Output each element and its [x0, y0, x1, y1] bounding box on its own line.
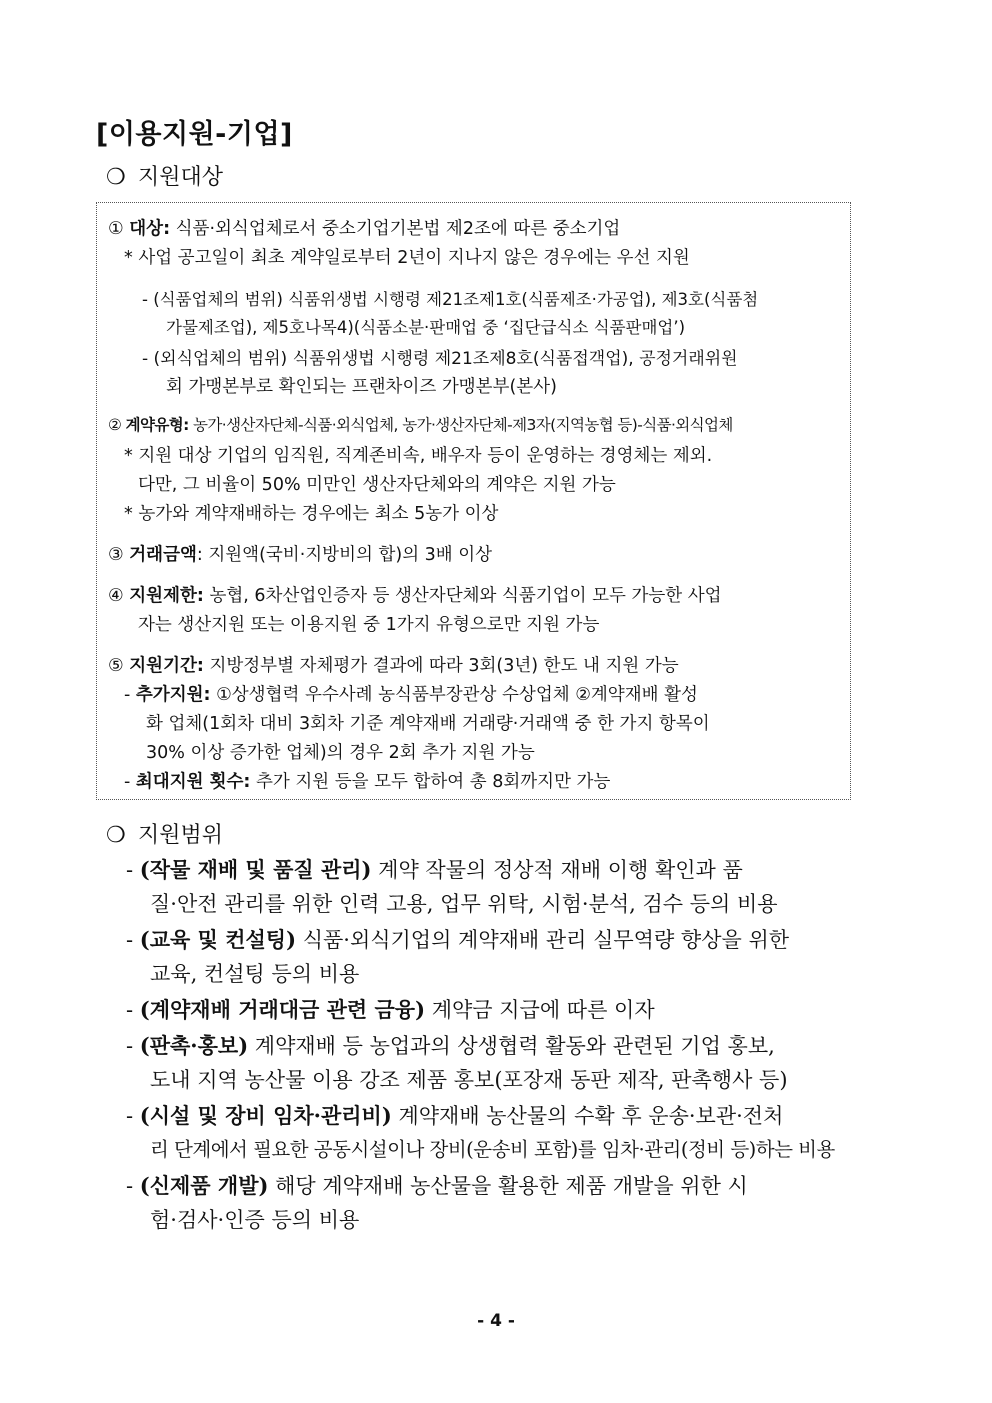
scope-item: - (계약재배 거래대금 관련 금융) 계약금 지급에 따른 이자: [126, 997, 655, 1022]
item-4: ④ 지원제한: 농협, 6차산업인증자 등 생산자단체와 식품기업이 모두 가능한 사업: [108, 586, 722, 606]
sub-item-max: - 최대지원 횟수: 추가 지원 등을 모두 합하여 총 8회까지만 가능: [124, 772, 611, 792]
item-4-cont: 자는 생산지원 또는 이용지원 중 1가지 유형으로만 지원 가능: [138, 615, 600, 635]
note-line: * 사업 공고일이 최초 계약일로부터 2년이 지나지 않은 경우에는 우선 지원: [124, 248, 690, 268]
circle-bullet-icon: ❍: [106, 823, 126, 848]
item-1: ① 대상: 식품·외식업체로서 중소기업기본법 제2조에 따른 중소기업: [108, 219, 621, 239]
sub-item-line: 화 업체(1회차 대비 3회차 기준 계약재배 거래량·거래액 중 한 가지 항목이: [146, 714, 710, 734]
scope-item-cont: 질·안전 관리를 위한 인력 고용, 업무 위탁, 시험·분석, 검수 등의 비용: [150, 892, 778, 916]
note-line: 다만, 그 비율이 50% 미만인 생산자단체와의 계약은 지원 가능: [138, 475, 616, 495]
note-line: * 지원 대상 기업의 임직원, 직계존비속, 배우자 등이 운영하는 경영체는 제외.: [124, 446, 713, 466]
section-heading-text: 지원범위: [138, 823, 224, 848]
scope-item: - (시설 및 장비 임차·관리비) 계약재배 농산물의 수확 후 운송·보관·전처: [126, 1103, 784, 1128]
page-title: [이용지원-기업]: [96, 119, 293, 150]
section-heading-scope: [106, 818, 223, 849]
circle-bullet-icon: ❍: [106, 165, 126, 190]
sub-item-line: - (식품업체의 범위) 식품위생법 시행령 제21조제1호(식품제조·가공업), 제3호(식품첨: [142, 290, 759, 309]
scope-item-cont: 도내 지역 농산물 이용 강조 제품 홍보(포장재 동판 제작, 판촉행사 등): [150, 1068, 788, 1092]
scope-item-cont: 교육, 컨설팅 등의 비용: [150, 962, 360, 986]
sub-item-line: - (외식업체의 범위) 식품위생법 시행령 제21조제8호(식품접객업), 공정거래위원: [142, 349, 738, 369]
sub-item-line: 회 가맹본부로 확인되는 프랜차이즈 가맹본부(본사): [166, 377, 557, 397]
sub-item-extra: - 추가지원: ①상생협력 우수사례 농식품부장관상 수상업체 ②계약재배 활성: [124, 685, 698, 705]
section-heading-text: 지원대상: [138, 165, 224, 190]
section-heading-target: [106, 160, 223, 191]
scope-item: - (작물 재배 및 품질 관리) 계약 작물의 정상적 재배 이행 확인과 품: [126, 857, 743, 882]
item-5: ⑤ 지원기간: 지방정부별 자체평가 결과에 따라 3회(3년) 한도 내 지원 가능: [108, 656, 679, 676]
scope-item: - (교육 및 컨설팅) 식품·외식기업의 계약재배 관리 실무역량 향상을 위한: [126, 927, 790, 952]
note-line: * 농가와 계약재배하는 경우에는 최소 5농가 이상: [124, 504, 499, 524]
scope-item: - (신제품 개발) 해당 계약재배 농산물을 활용한 제품 개발을 위한 시: [126, 1173, 748, 1198]
item-2: ② 계약유형: 농가·생산자단체-식품·외식업체, 농가·생산자단체-제3자(지역농협 등)-식품·외식업체: [108, 416, 733, 434]
sub-item-line: 30% 이상 증가한 업체)의 경우 2회 추가 지원 가능: [146, 743, 535, 763]
sub-item-line: 가물제조업), 제5호나목4)(식품소분·판매업 중 ‘집단급식소 식품판매업’): [166, 318, 686, 337]
page-number: - 4 -: [477, 1311, 515, 1331]
scope-item-cont: 험·검사·인증 등의 비용: [150, 1208, 360, 1232]
scope-item: - (판촉·홍보) 계약재배 등 농업과의 상생협력 활동와 관련된 기업 홍보,: [126, 1033, 775, 1058]
item-3: ③ 거래금액: 지원액(국비·지방비의 합)의 3배 이상: [108, 545, 493, 565]
scope-item-cont: 리 단계에서 필요한 공동시설이나 장비(운송비 포함)를 임차·관리(정비 등)하는 비용: [150, 1138, 835, 1161]
